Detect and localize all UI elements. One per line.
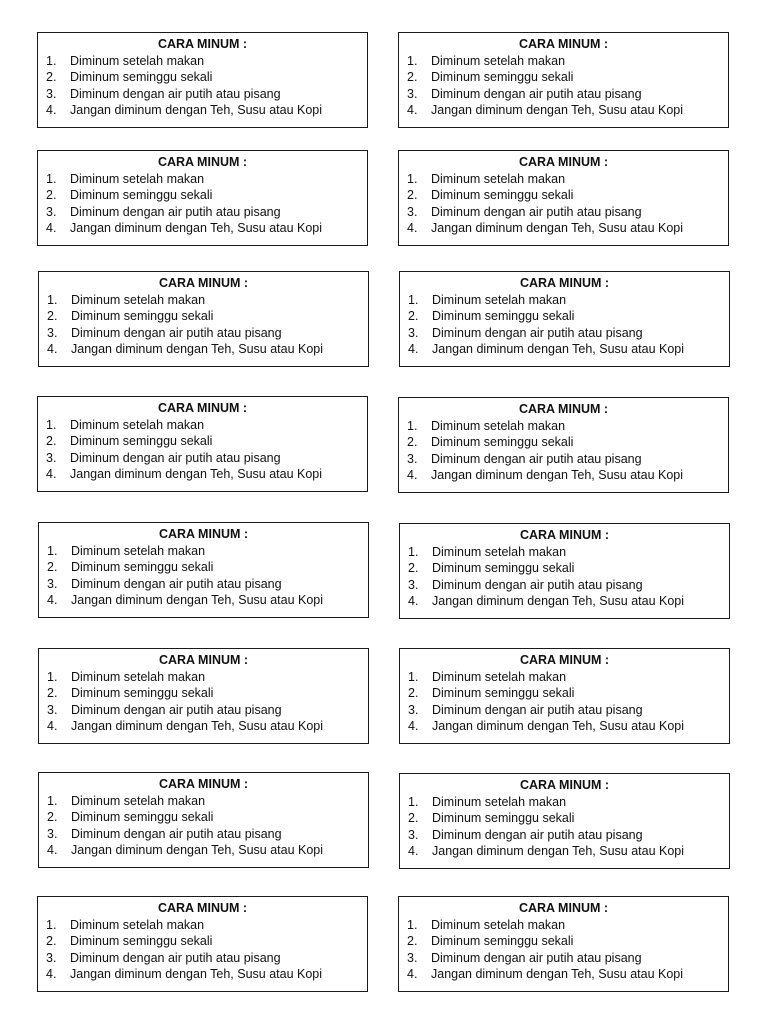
instruction-item — [46, 53, 359, 69]
item-number: 1. — [47, 544, 58, 558]
item-number: 2. — [408, 561, 419, 576]
item-text: Diminum setelah makan — [432, 795, 567, 809]
item-text: Jangan diminum dengan Teh, Susu atau Kopi — [432, 718, 685, 733]
label-title: CARA MINUM : — [157, 401, 248, 415]
item-number: 1. — [46, 54, 57, 68]
item-number: 3. — [46, 86, 57, 101]
item-text: Diminum setelah makan — [432, 545, 567, 559]
item-text: Diminum seminggu sekali — [432, 686, 575, 701]
label-title: CARA MINUM : — [157, 155, 248, 169]
item-number: 3. — [46, 450, 57, 465]
instruction-label — [398, 397, 729, 493]
label-title: CARA MINUM : — [518, 901, 609, 915]
instruction-item — [47, 702, 360, 718]
instruction-label — [37, 396, 368, 492]
item-text: Diminum dengan air putih atau pisang — [70, 204, 281, 219]
instruction-item — [47, 718, 360, 734]
item-text: Diminum seminggu sekali — [431, 188, 574, 203]
label-title: CARA MINUM : — [157, 901, 248, 915]
item-text: Diminum seminggu sekali — [70, 434, 213, 449]
instruction-item — [408, 308, 721, 324]
item-text: Diminum dengan air putih atau pisang — [431, 451, 642, 466]
item-number: 2. — [47, 686, 58, 701]
item-number: 1. — [407, 54, 418, 68]
instruction-item — [407, 102, 720, 118]
instruction-item — [407, 950, 720, 966]
instruction-list — [47, 669, 360, 734]
item-text: Diminum setelah makan — [71, 794, 206, 808]
item-number: 2. — [47, 309, 58, 324]
label-title: CARA MINUM : — [518, 155, 609, 169]
instruction-item — [47, 793, 360, 809]
instruction-item — [46, 917, 359, 933]
instruction-list — [46, 53, 359, 118]
item-text: Jangan diminum dengan Teh, Susu atau Kopi — [71, 341, 324, 356]
instruction-label — [399, 271, 730, 367]
item-number: 2. — [407, 70, 418, 85]
instruction-item — [408, 843, 721, 859]
instruction-item — [407, 418, 720, 434]
item-number: 2. — [408, 811, 419, 826]
instruction-item — [408, 810, 721, 826]
instruction-item — [47, 543, 360, 559]
instruction-item — [408, 702, 721, 718]
item-text: Diminum setelah makan — [71, 544, 206, 558]
instruction-item — [407, 187, 720, 203]
item-text: Diminum dengan air putih atau pisang — [431, 204, 642, 219]
instruction-item — [47, 308, 360, 324]
instruction-item — [46, 417, 359, 433]
instruction-label — [399, 648, 730, 744]
instruction-list — [46, 417, 359, 482]
item-text: Diminum dengan air putih atau pisang — [71, 826, 282, 841]
instruction-item — [46, 69, 359, 85]
item-text: Diminum seminggu sekali — [431, 934, 574, 949]
item-number: 3. — [47, 576, 58, 591]
item-text: Jangan diminum dengan Teh, Susu atau Kopi — [432, 593, 685, 608]
item-number: 1. — [408, 670, 419, 684]
item-number: 1. — [407, 172, 418, 186]
label-title: CARA MINUM : — [157, 37, 248, 51]
item-text: Diminum dengan air putih atau pisang — [70, 450, 281, 465]
item-number: 3. — [407, 204, 418, 219]
item-number: 4. — [407, 467, 418, 482]
item-text: Diminum setelah makan — [71, 293, 206, 307]
item-text: Jangan diminum dengan Teh, Susu atau Kopi — [431, 220, 684, 235]
item-text: Diminum seminggu sekali — [70, 70, 213, 85]
instruction-list — [407, 917, 720, 982]
instruction-item — [407, 86, 720, 102]
item-text: Diminum seminggu sekali — [71, 810, 214, 825]
instruction-item — [408, 292, 721, 308]
item-text: Diminum dengan air putih atau pisang — [432, 702, 643, 717]
item-number: 2. — [407, 435, 418, 450]
item-text: Diminum setelah makan — [431, 918, 566, 932]
instruction-label — [37, 896, 368, 992]
instruction-item — [408, 669, 721, 685]
instruction-item — [408, 827, 721, 843]
item-number: 4. — [46, 220, 57, 235]
instruction-item — [46, 950, 359, 966]
instruction-item — [407, 467, 720, 483]
label-title: CARA MINUM : — [519, 653, 610, 667]
item-number: 1. — [408, 545, 419, 559]
item-text: Diminum dengan air putih atau pisang — [432, 325, 643, 340]
label-title: CARA MINUM : — [158, 653, 249, 667]
instruction-item — [407, 451, 720, 467]
instruction-item — [407, 53, 720, 69]
item-text: Jangan diminum dengan Teh, Susu atau Kopi — [70, 466, 323, 481]
instruction-list — [47, 793, 360, 858]
instruction-item — [408, 685, 721, 701]
item-number: 2. — [407, 188, 418, 203]
item-text: Jangan diminum dengan Teh, Susu atau Kopi — [71, 842, 324, 857]
item-text: Diminum setelah makan — [431, 54, 566, 68]
item-number: 4. — [47, 341, 58, 356]
item-text: Diminum setelah makan — [71, 670, 206, 684]
instruction-item — [407, 966, 720, 982]
item-number: 1. — [46, 418, 57, 432]
item-number: 4. — [408, 341, 419, 356]
item-text: Jangan diminum dengan Teh, Susu atau Kopi — [71, 592, 324, 607]
item-text: Diminum seminggu sekali — [71, 560, 214, 575]
instruction-list — [407, 418, 720, 483]
item-number: 3. — [408, 702, 419, 717]
instruction-item — [46, 433, 359, 449]
instruction-list — [46, 917, 359, 982]
item-number: 2. — [46, 188, 57, 203]
item-number: 2. — [46, 934, 57, 949]
item-text: Diminum setelah makan — [431, 419, 566, 433]
item-number: 3. — [408, 827, 419, 842]
instruction-item — [46, 220, 359, 236]
instruction-item — [47, 669, 360, 685]
item-number: 3. — [407, 451, 418, 466]
item-text: Diminum setelah makan — [70, 918, 205, 932]
instruction-item — [407, 933, 720, 949]
item-text: Jangan diminum dengan Teh, Susu atau Kopi — [432, 341, 685, 356]
item-text: Diminum dengan air putih atau pisang — [431, 86, 642, 101]
item-text: Diminum dengan air putih atau pisang — [71, 702, 282, 717]
item-number: 3. — [407, 86, 418, 101]
instruction-list — [408, 292, 721, 357]
item-text: Diminum setelah makan — [431, 172, 566, 186]
item-number: 4. — [408, 593, 419, 608]
instruction-item — [47, 809, 360, 825]
instruction-list — [408, 669, 721, 734]
label-title: CARA MINUM : — [518, 37, 609, 51]
item-number: 4. — [46, 966, 57, 981]
item-text: Diminum dengan air putih atau pisang — [432, 577, 643, 592]
instruction-label — [38, 648, 369, 744]
item-text: Diminum seminggu sekali — [432, 561, 575, 576]
item-text: Diminum seminggu sekali — [71, 686, 214, 701]
instruction-item — [46, 204, 359, 220]
item-number: 1. — [47, 293, 58, 307]
item-text: Diminum seminggu sekali — [70, 934, 213, 949]
label-title: CARA MINUM : — [158, 777, 249, 791]
item-text: Diminum setelah makan — [70, 172, 205, 186]
item-number: 1. — [46, 918, 57, 932]
item-text: Diminum seminggu sekali — [431, 435, 574, 450]
instruction-item — [47, 559, 360, 575]
item-text: Diminum seminggu sekali — [71, 309, 214, 324]
instruction-item — [47, 341, 360, 357]
item-text: Diminum setelah makan — [432, 293, 567, 307]
item-number: 3. — [47, 325, 58, 340]
instruction-label — [37, 150, 368, 246]
instruction-item — [47, 325, 360, 341]
item-number: 1. — [47, 670, 58, 684]
item-text: Diminum setelah makan — [70, 418, 205, 432]
instruction-item — [407, 220, 720, 236]
instruction-item — [46, 450, 359, 466]
instruction-item — [408, 560, 721, 576]
item-number: 2. — [46, 434, 57, 449]
item-number: 3. — [407, 950, 418, 965]
item-number: 1. — [408, 293, 419, 307]
item-number: 4. — [408, 843, 419, 858]
item-number: 1. — [407, 419, 418, 433]
instruction-item — [407, 69, 720, 85]
instruction-label — [38, 271, 369, 367]
instruction-label — [398, 32, 729, 128]
instruction-label — [37, 32, 368, 128]
instruction-label — [399, 523, 730, 619]
instruction-item — [407, 204, 720, 220]
item-number: 4. — [407, 220, 418, 235]
instruction-item — [407, 434, 720, 450]
item-number: 3. — [46, 950, 57, 965]
item-number: 4. — [408, 718, 419, 733]
instruction-item — [47, 685, 360, 701]
item-text: Diminum seminggu sekali — [431, 70, 574, 85]
item-number: 1. — [407, 918, 418, 932]
item-number: 1. — [47, 794, 58, 808]
item-number: 2. — [408, 309, 419, 324]
item-number: 3. — [46, 204, 57, 219]
item-text: Jangan diminum dengan Teh, Susu atau Kopi — [432, 843, 685, 858]
item-text: Jangan diminum dengan Teh, Susu atau Kopi — [70, 220, 323, 235]
label-title: CARA MINUM : — [158, 527, 249, 541]
instruction-item — [408, 341, 721, 357]
instruction-item — [46, 102, 359, 118]
instruction-item — [407, 171, 720, 187]
item-number: 4. — [407, 966, 418, 981]
instruction-item — [46, 933, 359, 949]
label-title: CARA MINUM : — [519, 528, 610, 542]
item-number: 2. — [407, 934, 418, 949]
instruction-item — [47, 292, 360, 308]
instruction-item — [408, 325, 721, 341]
label-title: CARA MINUM : — [519, 778, 610, 792]
instruction-list — [407, 171, 720, 236]
instruction-item — [47, 842, 360, 858]
item-text: Jangan diminum dengan Teh, Susu atau Kopi — [70, 966, 323, 981]
item-text: Diminum setelah makan — [432, 670, 567, 684]
instruction-item — [408, 593, 721, 609]
item-text: Diminum seminggu sekali — [432, 811, 575, 826]
instruction-item — [408, 794, 721, 810]
item-number: 4. — [47, 718, 58, 733]
item-text: Diminum dengan air putih atau pisang — [70, 950, 281, 965]
item-number: 3. — [47, 826, 58, 841]
instruction-item — [47, 826, 360, 842]
item-text: Jangan diminum dengan Teh, Susu atau Kopi — [71, 718, 324, 733]
item-number: 2. — [408, 686, 419, 701]
label-title: CARA MINUM : — [158, 276, 249, 290]
item-number: 3. — [47, 702, 58, 717]
item-number: 4. — [47, 592, 58, 607]
item-number: 2. — [47, 810, 58, 825]
instruction-item — [46, 187, 359, 203]
item-number: 1. — [408, 795, 419, 809]
item-number: 4. — [47, 842, 58, 857]
item-number: 3. — [408, 325, 419, 340]
instruction-label — [38, 522, 369, 618]
instruction-item — [407, 917, 720, 933]
instruction-label — [398, 896, 729, 992]
instruction-list — [408, 794, 721, 859]
instruction-label — [38, 772, 369, 868]
item-text: Diminum dengan air putih atau pisang — [431, 950, 642, 965]
item-text: Diminum seminggu sekali — [70, 188, 213, 203]
item-text: Jangan diminum dengan Teh, Susu atau Kopi — [431, 966, 684, 981]
instruction-list — [408, 544, 721, 609]
item-number: 4. — [407, 102, 418, 117]
item-text: Jangan diminum dengan Teh, Susu atau Kopi — [431, 467, 684, 482]
label-title: CARA MINUM : — [519, 276, 610, 290]
item-text: Diminum setelah makan — [70, 54, 205, 68]
item-text: Diminum dengan air putih atau pisang — [71, 576, 282, 591]
instruction-list — [46, 171, 359, 236]
instruction-item — [408, 544, 721, 560]
item-number: 1. — [46, 172, 57, 186]
item-text: Diminum dengan air putih atau pisang — [70, 86, 281, 101]
instruction-item — [46, 466, 359, 482]
item-number: 2. — [47, 560, 58, 575]
item-number: 4. — [46, 102, 57, 117]
instruction-list — [47, 543, 360, 608]
instruction-item — [46, 86, 359, 102]
instruction-item — [47, 576, 360, 592]
item-text: Diminum dengan air putih atau pisang — [71, 325, 282, 340]
instruction-item — [46, 966, 359, 982]
item-text: Jangan diminum dengan Teh, Susu atau Kopi — [431, 102, 684, 117]
item-number: 2. — [46, 70, 57, 85]
instruction-list — [47, 292, 360, 357]
label-title: CARA MINUM : — [518, 402, 609, 416]
item-text: Jangan diminum dengan Teh, Susu atau Kopi — [70, 102, 323, 117]
instruction-item — [46, 171, 359, 187]
instruction-label — [399, 773, 730, 869]
item-number: 3. — [408, 577, 419, 592]
instruction-item — [408, 718, 721, 734]
item-text: Diminum dengan air putih atau pisang — [432, 827, 643, 842]
instruction-label — [398, 150, 729, 246]
instruction-list — [407, 53, 720, 118]
item-number: 4. — [46, 466, 57, 481]
instruction-item — [47, 592, 360, 608]
item-text: Diminum seminggu sekali — [432, 309, 575, 324]
instruction-item — [408, 577, 721, 593]
